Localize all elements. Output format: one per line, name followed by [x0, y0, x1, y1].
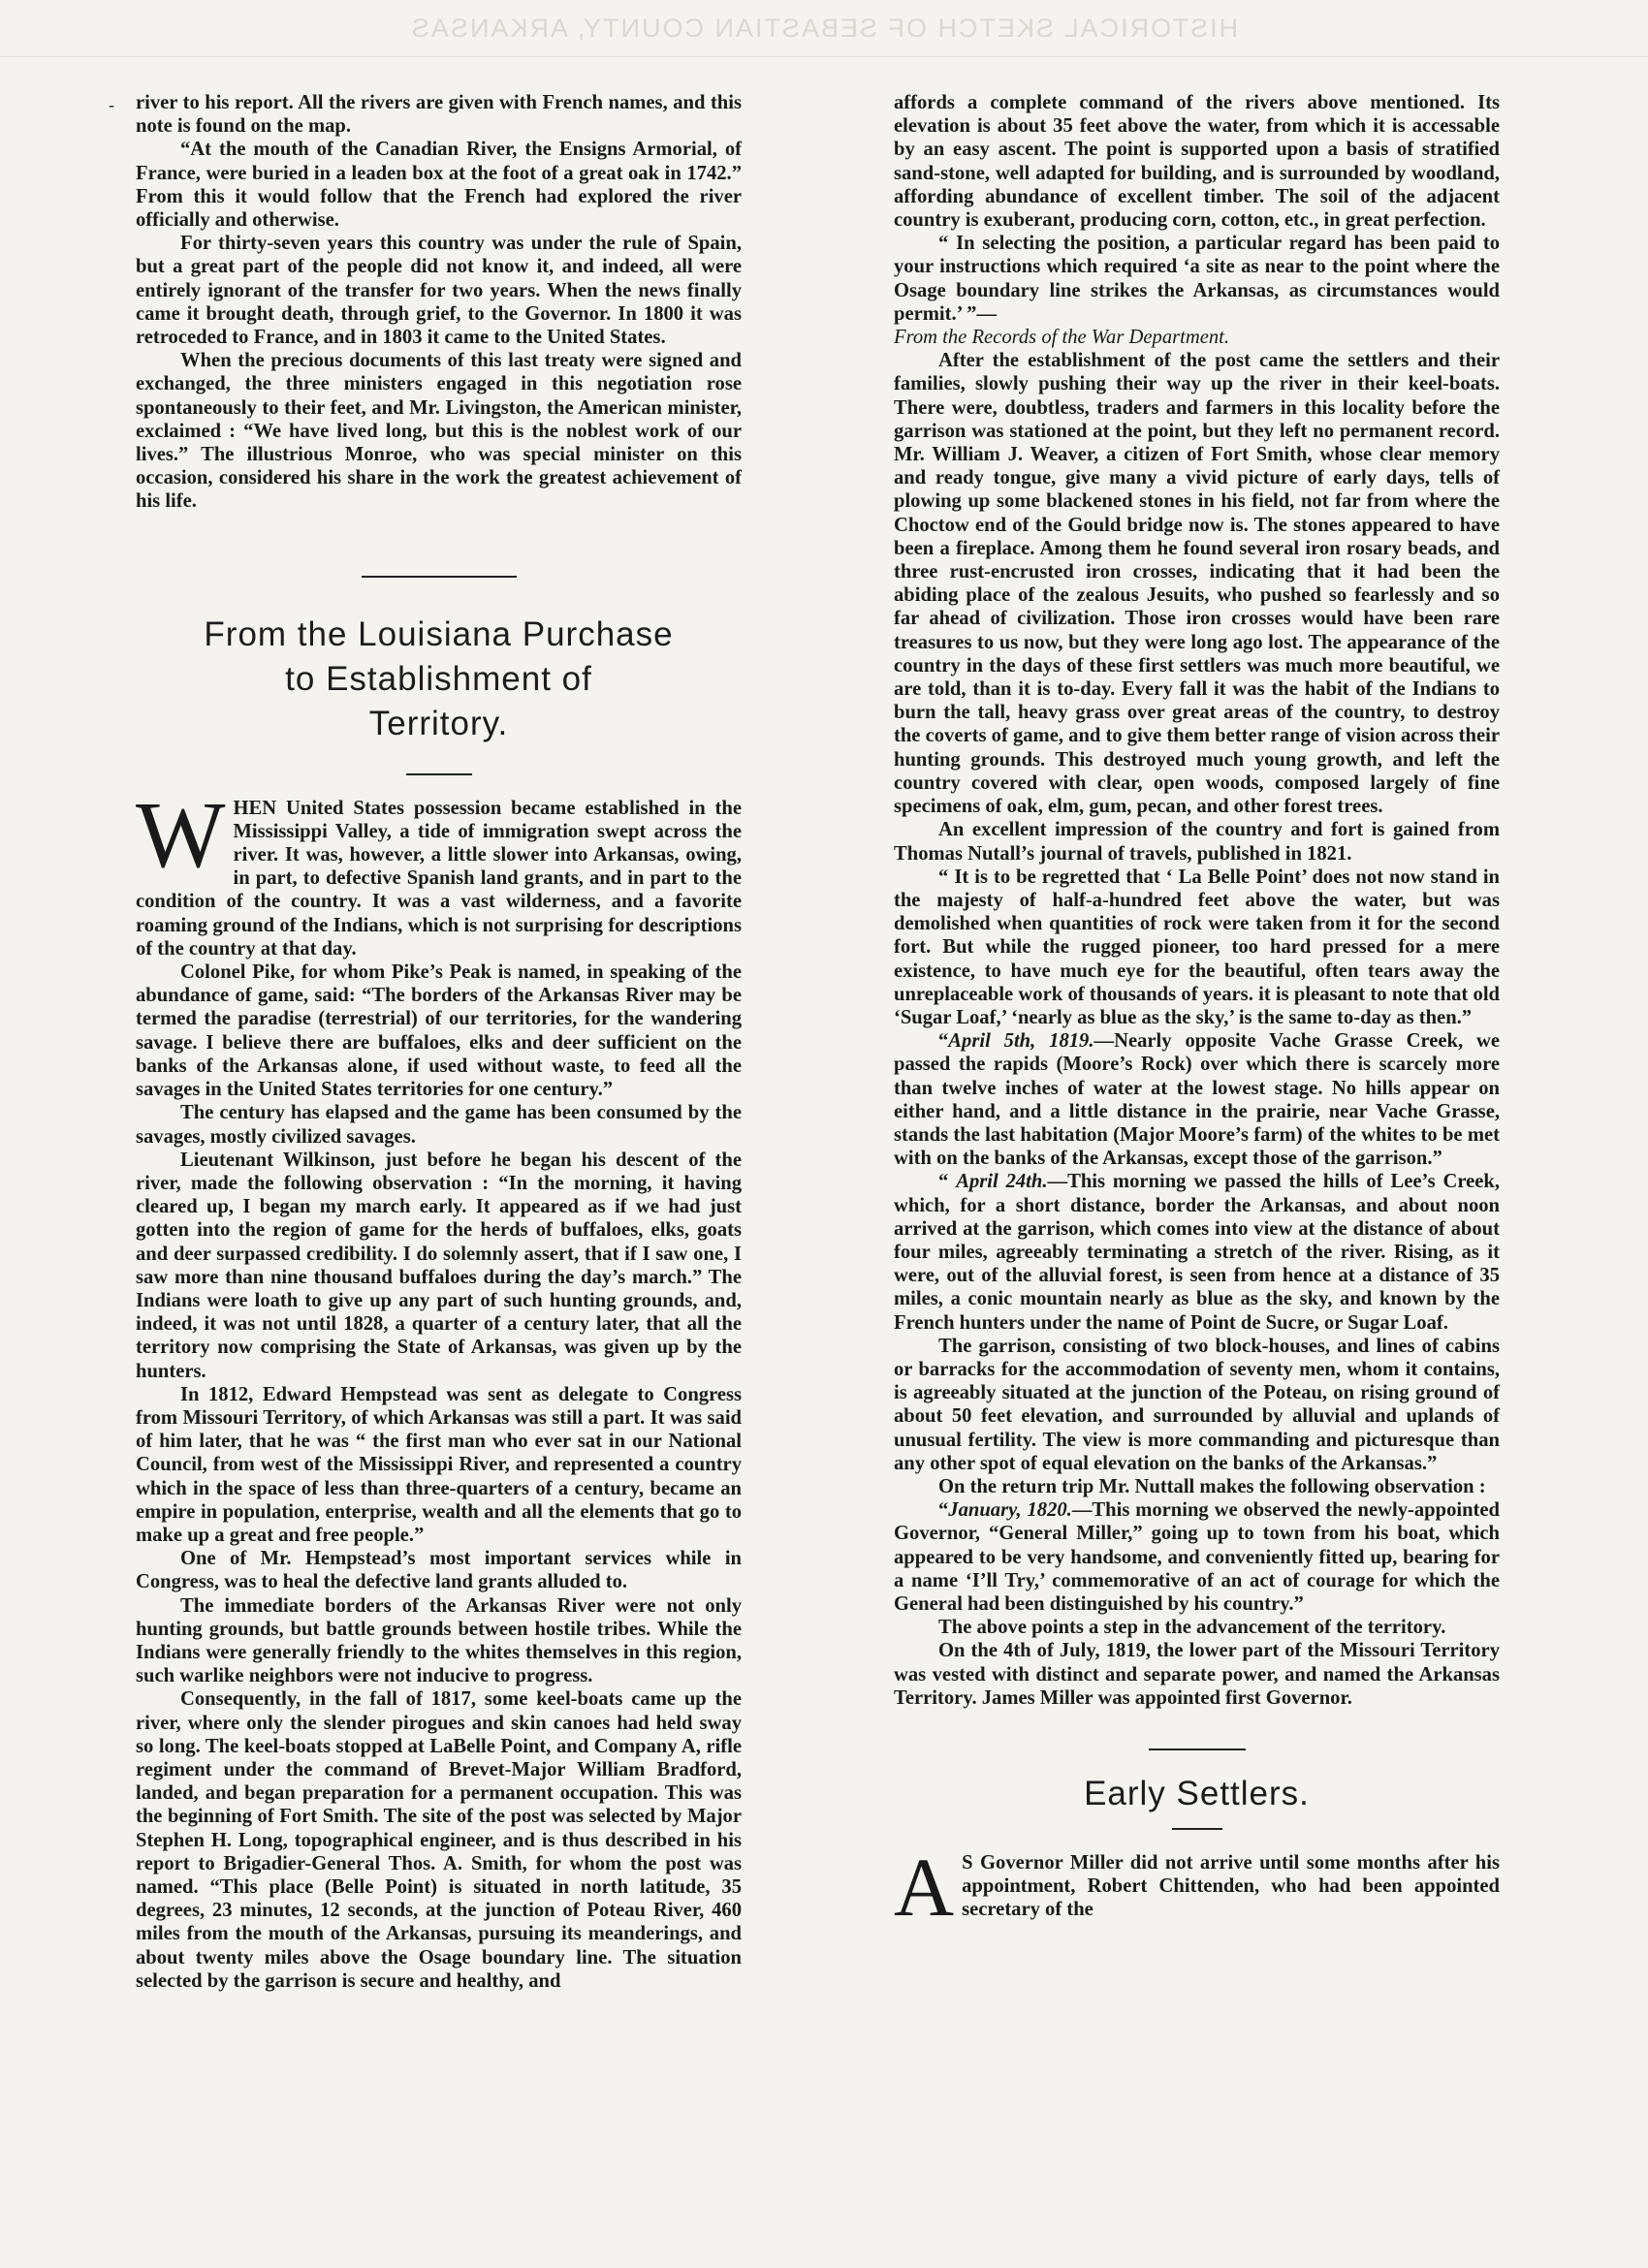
margin-mark: - — [109, 95, 114, 114]
journal-entry: “ April 24th.—This morning we passed the hills of Lee’s Creek, which, for a short distance, border the Arkansas, and about noon arrived at the garrison, which comes into view at the distance of about four miles, agreeably terminating a stretch of the river. Rising, as it were, out of the alluvial forest, is seen from hence at a distance of 35 miles, a conic mountain nearly as blue as the sky, and known by the French hunters under the name of Point de Sucre, or Sugar Loaf. — [894, 1171, 1500, 1334]
bleed-through-rule — [0, 56, 1648, 57]
left-column — [136, 91, 742, 1993]
entry-text: —Nearly opposite Vache Grasse Creek, we passed the rapids (Moore’s Rock) over which there is scarcely more than twelve inches of water at the lowest stage. No hills appear on either hand, and a little distance in the prairie, near Vache Grasse, stands the last habitation (Major Moore’s farm) of the whites to be met with on the banks of the Arkansas, except those of the garrison.” — [894, 1030, 1500, 1170]
heading-line: From the Louisiana Purchase — [204, 614, 674, 653]
paragraph: On the 4th of July, 1819, the lower part of the Missouri Territory was vested with distinct and separate power, and named the Arkansas Territory. James Miller was appointed first Governor. — [894, 1640, 1500, 1709]
journal-entry: “January, 1820.—This morning we observed the newly-appointed Governor, “General Miller,” going up to town from his boat, which appeared to be very handsome, and conveniently fitted up, bearing for a name ‘I’ll Try,’ commemorative of an act of courage for which the General had been distinguished by his country.” — [894, 1499, 1500, 1615]
section-heading — [136, 613, 742, 746]
entry-date: April 24th. — [956, 1171, 1048, 1193]
paragraph: After the establishment of the post came the settlers and their families, slowly pushing their way up the river in their keel-boats. There were, doubtless, traders and farmers in this locality before the garrison was stationed at the point, but they left no permanent record. Mr. William J. Weaver, a citizen of Fort Smith, whose clear memory and ready tongue, give many a vivid picture of early days, tells of plowing up some blackened stones in his field, not far from where the Choctow end of the Gould bridge now is. The stones appeared to have been a fireplace. Among them he found several iron rosary beads, and three rust-encrusted iron crosses, indicating that it had been the abiding place of the zealous Jesuits, who pushed so fearlessly and so far ahead of civilization. Those iron crosses would have been rare treasures to us now, but they were long ago lost. The appearance of the country in the days of these first settlers was much more beautiful, we are told, than it is to-day. Every fall it was the habit of the Indians to burn the tall, heavy grass over great areas of the country, to destroy the coverts of game, and to give them better range of vision across their hunting grounds. This destroyed much young growth, and left the country covered with clear, open woods, composed largely of fine specimens of oak, elm, gum, pecan, and other forest trees. — [894, 350, 1500, 818]
paragraph: Lieutenant Wilkinson, just before he began his descent of the river, made the following observation : “In the morning, it having cleared up, I began my march early. It appeared as if we had just gotten into the region of game for the herds of buffaloes, elks, goats and deer surpassed credibility. I do solemnly assert, that if I saw one, I saw more than nine thousand buffaloes during the day’s march.” The Indians were loath to give up any part of such hunting grounds, and, indeed, it was not until 1828, a quarter of a century later, that all the territory now comprising the State of Arkansas, was given up by the hunters. — [136, 1149, 742, 1382]
bleed-through-header: HISTORICAL SKETCH OF SEBASTIAN COUNTY, ARKANSAS — [409, 14, 1239, 43]
entry-text: —This morning we passed the hills of Lee’s Creek, which, for a short distance, border the Arkansas, and about noon arrived at the garrison, which comes into view at the distance of about four miles, agreeably terminating a stretch of the river. Rising, as it were, out of the alluvial forest, is seen from hence at a distance of 35 miles, a conic mountain nearly as blue as the sky, and known by the French hunters under the name of Point de Sucre, or Sugar Loaf. — [894, 1171, 1500, 1334]
section-heading: Early Settlers. — [1084, 1775, 1310, 1813]
heading-line: Territory. — [368, 704, 509, 742]
paragraph: “ In selecting the position, a particular regard has been paid to your instructions which required ‘a site as near to the point where the Osage boundary line strikes the Arkansas, as circumstances would permit.’ ”— — [894, 233, 1500, 325]
right-column — [894, 91, 1500, 1935]
opening-paragraph — [894, 1841, 1500, 1935]
opening-text: HEN United States possession became established in the Mississippi Valley, a tide of immigration swept across the river. It was, however, a little slower into Arkansas, owing, in part, to defective Spanish land grants, and in part to the condition of the country. It was a vast wilderness, and a favorite roaming ground of the Indians, which is not surprising for descriptions of the country at that day. — [136, 797, 742, 960]
heading-line: to Establishment of — [285, 659, 592, 698]
entry-date: January, 1820. — [948, 1499, 1072, 1522]
paragraph: river to his report. All the rivers are given with French names, and this note is found on the map. — [136, 92, 742, 138]
drop-cap: W — [136, 782, 226, 888]
paragraph: The garrison, consisting of two block-houses, and lines of cabins or barracks for the accommodation of seventy men, whom it contains, is agreeably situated at the junction of the Poteau, on rising ground of about 50 feet elevation, and surrounded by alluvial and uplands of unusual fertility. The view is more commanding and picturesque than any other spot of equal elevation on the banks of the Arkansas.” — [894, 1335, 1500, 1474]
entry-text: —This morning we observed the newly-appointed Governor, “General Miller,” going up to town from his boat, which appeared to be very handsome, and conveniently fitted up, bearing for a name ‘I’ll Try,’ commemorative of an act of courage for which the General had been distinguished by his country.” — [894, 1499, 1500, 1615]
source-citation: From the Records of the War Department. — [894, 327, 1230, 349]
paragraph: One of Mr. Hempstead’s most important services while in Congress, was to heal the defective land grants alluded to. — [136, 1548, 742, 1593]
paragraph: “ It is to be regretted that ‘ La Belle Point’ does not now stand in the majesty of half-a-hundred feet above the water, but was demolished when quantities of rock were taken from it for the second fort. But while the rugged pioneer, too hard pressed for a mere existence, to have much eye for the beautiful, often tears away the unreplaceable work of thousands of years. it is pleasant to note that old ‘Sugar Loaf,’ ‘nearly as blue as the sky,’ is the same to-day as then.” — [894, 866, 1500, 1028]
paragraph: The above points a step in the advancement of the territory. — [938, 1617, 1446, 1639]
paragraph: For thirty-seven years this country was under the rule of Spain, but a great part of the people did not know it, and indeed, all were entirely ignorant of the transfer for two years. When the news finally came it brought death, through grief, to the Governor. In 1800 it was retroceded to France, and in 1803 it came to the United States. — [136, 233, 742, 349]
drop-cap: A — [894, 1841, 955, 1935]
paragraph: An excellent impression of the country and fort is gained from Thomas Nutall’s journal of travels, published in 1821. — [894, 819, 1500, 865]
journal-entry: “April 5th, 1819.—Nearly opposite Vache Grasse Creek, we passed the rapids (Moore’s Rock) over which there is scarcely more than twelve inches of water at the lowest stage. No hills appear on either hand, and a little distance in the prairie, near Vache Grasse, stands the last habitation (Major Moore’s farm) of the whites to be met with on the banks of the Arkansas, except those of the garrison.” — [894, 1030, 1500, 1170]
paragraph: The immediate borders of the Arkansas River were not only hunting grounds, but battle grounds between hostile tribes. While the Indians were generally friendly to the whites themselves in this region, such warlike neighbors were not inducive to progress. — [136, 1594, 742, 1687]
paragraph: Colonel Pike, for whom Pike’s Peak is named, in speaking of the abundance of game, said: “The borders of the Arkansas River may be termed the paradise (terrestrial) of our territories, for the wandering savage. I believe there are buffaloes, elks and deer sufficient on the banks of the Arkansas alone, if used without waste, to feed all the savages in the United States territories for one century.” — [136, 961, 742, 1101]
opening-paragraph — [136, 782, 742, 961]
paragraph: affords a complete command of the rivers above mentioned. Its elevation is about 35 feet above the water, from which it is accessable by an easy ascent. The point is supported upon a basis of stratified sand-stone, well adapted for building, and is surrounded by woodland, affording abundance of excellent timber. The soil of the adjacent country is exuberant, producing corn, cotton, etc., in great perfection. — [894, 92, 1500, 232]
opening-text: S Governor Miller did not arrive until some months after his appointment, Robert Chittenden, who had been appointed secretary of the — [962, 1852, 1500, 1921]
entry-date: April 5th, 1819. — [948, 1030, 1094, 1053]
paragraph: When the precious documents of this last treaty were signed and exchanged, the three ministers engaged in this negotiation rose spontaneously to their feet, and Mr. Livingston, the American minister, exclaimed : “We have lived long, but this is the noblest work of our lives.” The illustrious Monroe, who was special minister on this occasion, considered his share in the work the greatest achievement of his life. — [136, 350, 742, 513]
paragraph: “At the mouth of the Canadian River, the Ensigns Armorial, of France, were buried in a leaden box at the foot of a great oak in 1742.” From this it would follow that the French had explored the river officially and otherwise. — [136, 139, 742, 232]
paragraph: The century has elapsed and the game has been consumed by the savages, mostly civilized savages. — [136, 1102, 742, 1148]
paragraph: In 1812, Edward Hempstead was sent as delegate to Congress from Missouri Territory, of which Arkansas was still a part. It was said of him later, that he was “ the first man who ever sat in our National Council, from west of the Mississippi River, and represented a country which in the space of less than three-quarters of a century, became an empire in population, enterprise, wealth and all the elements that go to make up a great and free people.” — [136, 1383, 742, 1546]
paragraph: On the return trip Mr. Nuttall makes the following observation : — [938, 1475, 1486, 1497]
paragraph: Consequently, in the fall of 1817, some keel-boats came up the river, where only the slender pirogues and skin canoes had held sway so long. The keel-boats stopped at LaBelle Point, and Company A, rifle regiment under the command of Brevet-Major William Bradford, landed, and began preparation for a permanent occupation. This was the beginning of Fort Smith. The site of the post was selected by Major Stephen H. Long, topographical engineer, and is thus described in his report to Brigadier-General Thos. A. Smith, for whom the post was named. “This place (Belle Point) is situated in north latitude, 35 degrees, 23 minutes, 12 seconds, at the junction of Poteau River, 460 miles from the mouth of the Arkansas, pursuing its meanderings, and about twenty miles above the Osage boundary line. The situation selected by the garrison is secure and healthy, and — [136, 1688, 742, 1992]
